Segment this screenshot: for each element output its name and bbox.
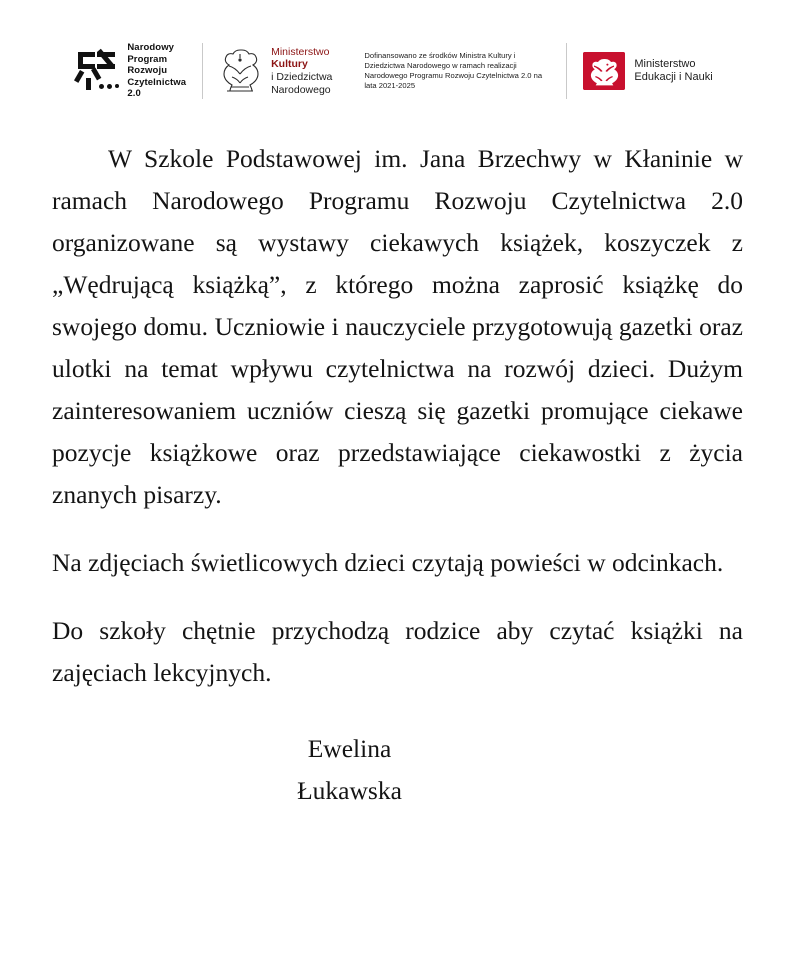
mein-line-2: Edukacji i Nauki [634, 71, 713, 83]
mein-logo-text [634, 58, 712, 85]
funding-logo-bar [0, 0, 791, 126]
mkidn-line-3: i Dziedzictwa [271, 71, 333, 83]
logo-funding-note [348, 37, 566, 105]
logo-mkidn [203, 37, 348, 105]
nprc-line-2: Program [127, 53, 168, 65]
mkidn-logo-text [271, 46, 332, 96]
mkidn-line-1: Ministerstwo [271, 45, 330, 58]
mkidn-line-2: Kultury [271, 58, 308, 71]
logo-mein [567, 37, 728, 105]
document-body [0, 126, 791, 812]
nprc-line-4: Czytelnictwa [127, 76, 187, 88]
paragraph-2: Na zdjęciach świetlicowych dzieci czytają powieści w odcinkach. [52, 548, 724, 577]
signature-block [52, 728, 743, 812]
nprc-line-5: 2.0 [127, 88, 141, 100]
signature-last-name: Łukawska [297, 776, 402, 805]
paragraph-1: W Szkole Podstawowej im. Jana Brzechwy w Kłaninie w ramach Narodowego Programu Rozwoju Czytelnictwa 2.0 organizowane są wystawy ciekawych książek, koszyczek z „Wędrującą książką”, z którego można zaprosić książkę do swojego domu. Uczniowie i nauczyciele przygotowują gazetki oraz ulotki na temat wpływu czytelnictwa na rozwój dzieci. Dużym zainteresowaniem uczniów cieszą się gazetki promujące ciekawe pozycje książkowe oraz przedstawiające ciekawostki z życia znanych pisarzy. [52, 144, 743, 509]
mein-line-1: Ministerstwo [634, 57, 696, 70]
nprc-line-3: Rozwoju [127, 65, 168, 77]
mkidn-line-4: Narodowego [271, 83, 331, 96]
polish-eagle-emblem-icon [219, 46, 261, 96]
nprc-line-1: Narodowy [127, 42, 175, 54]
nprc-logo-icon [78, 50, 118, 92]
logo-nprc [62, 37, 202, 105]
funding-note-text: Dofinansowano ze środków Ministra Kultury i Dziedzictwa Narodowego w ramach realizacji Narodowego Programu Rozwoju Czytelnictwa 2.0 na lata 2021-2025 [364, 50, 543, 91]
signature-first-name: Ewelina [307, 734, 392, 763]
nprc-logo-text [127, 42, 186, 99]
polish-eagle-flag-icon [583, 52, 625, 90]
paragraph-3: Do szkoły chętnie przychodzą rodzice aby czytać książki na zajęciach lekcyjnych. [52, 616, 743, 687]
